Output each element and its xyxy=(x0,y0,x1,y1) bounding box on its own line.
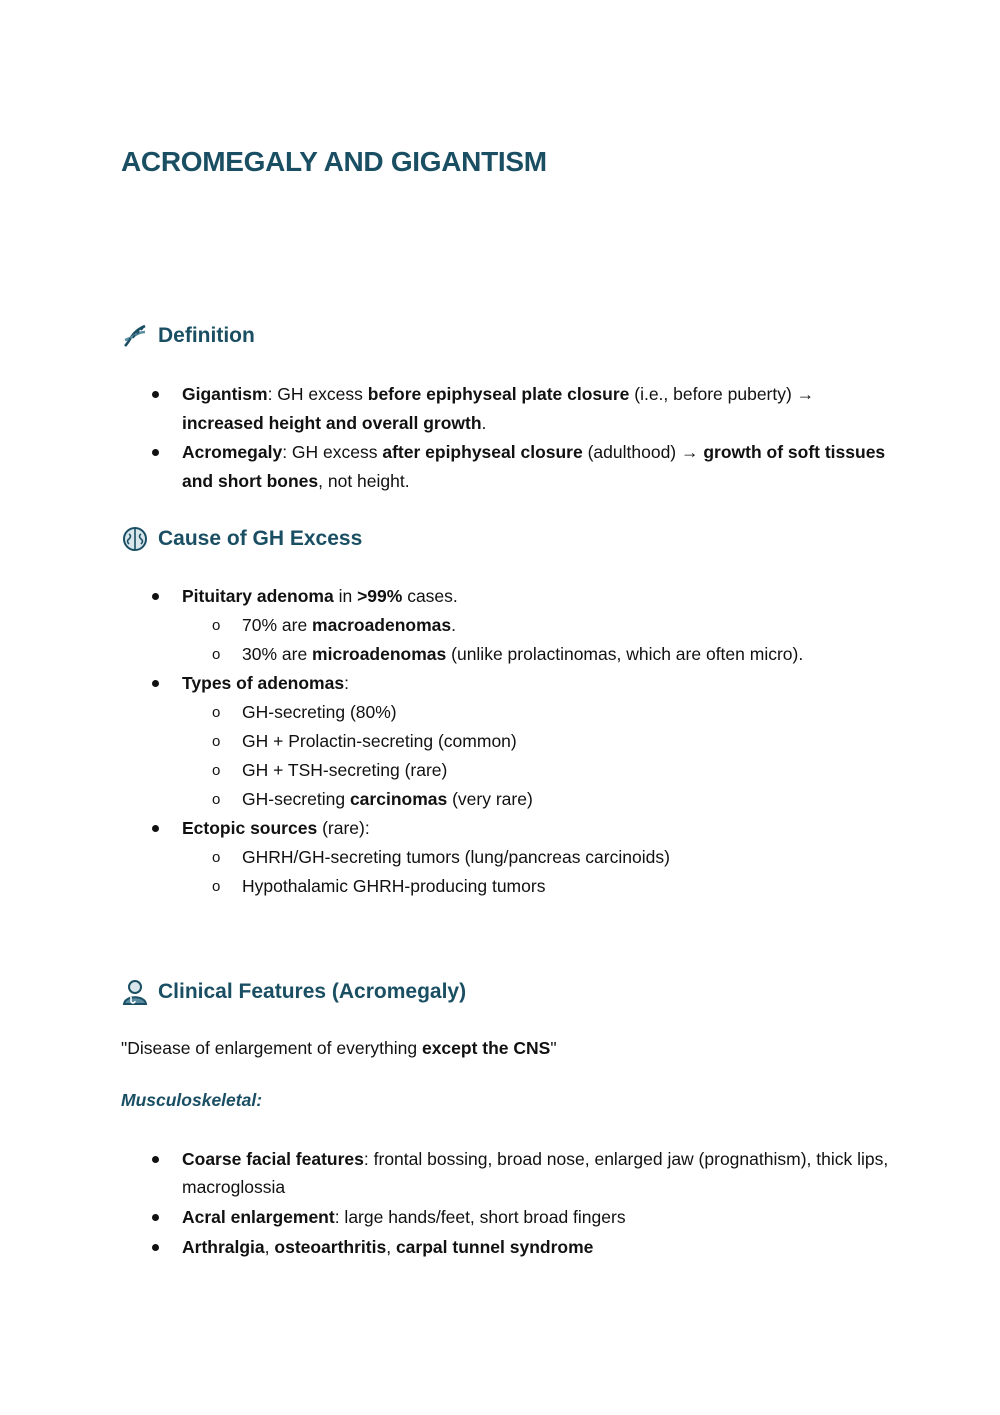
list-item: Types of adenomas: o GH-secreting (80%) o GH + Prolactin-secreting (common) o GH + TSH-secreting (rare) o GH-secreting carcinomas (very rare) xyxy=(121,669,891,814)
sub-list xyxy=(182,611,891,669)
cause-list xyxy=(121,582,891,901)
section-heading-cause xyxy=(121,525,362,553)
list-item: Gigantism: GH excess before epiphyseal plate closure (i.e., before puberty) → increased height and overall growth. xyxy=(121,380,891,438)
sub-list-item: o GHRH/GH-secreting tumors (lung/pancreas carcinoids) xyxy=(182,843,891,872)
list-item: Pituitary adenoma in >99% cases. o 70% are macroadenomas. o 30% are microadenomas (unlike prolactinomas, which are often micro). xyxy=(121,582,891,669)
clinical-list xyxy=(121,1145,891,1261)
definition-list xyxy=(121,380,891,496)
page-title: ACROMEGALY AND GIGANTISM xyxy=(121,146,547,177)
sub-list-item: o GH + Prolactin-secreting (common) xyxy=(182,727,891,756)
sub-list-item: o Hypothalamic GHRH-producing tumors xyxy=(182,872,891,901)
section-heading-label: Cause of GH Excess xyxy=(158,527,363,550)
sub-list-item: o GH-secreting carcinomas (very rare) xyxy=(182,785,891,814)
list-item: Acral enlargement: large hands/feet, short broad fingers xyxy=(121,1203,891,1233)
list-item: Arthralgia, osteoarthritis, carpal tunnel syndrome xyxy=(121,1233,891,1261)
sub-list xyxy=(182,698,891,814)
sub-list-item: o GH + TSH-secreting (rare) xyxy=(182,756,891,785)
section-heading-clinical xyxy=(121,978,466,1006)
sub-list xyxy=(182,843,891,901)
musculoskeletal-subheading: Musculoskeletal: xyxy=(121,1090,263,1110)
sub-list-item: o 30% are microadenomas (unlike prolactinomas, which are often micro). xyxy=(182,640,891,669)
clinical-quote: "Disease of enlargement of everything except the CNS" xyxy=(121,1038,557,1058)
sub-list-item: o 70% are macroadenomas. xyxy=(182,611,891,640)
list-item: Coarse facial features: frontal bossing, broad nose, enlarged jaw (prognathism), thick lips, macroglossia xyxy=(121,1145,891,1203)
sub-list-item: o GH-secreting (80%) xyxy=(182,698,891,727)
list-item: Ectopic sources (rare): o GHRH/GH-secreting tumors (lung/pancreas carcinoids) o Hypothalamic GHRH-producing tumors xyxy=(121,814,891,901)
list-item: Acromegaly: GH excess after epiphyseal closure (adulthood) → growth of soft tissues and short bones, not height. xyxy=(121,438,891,496)
section-heading-label: Clinical Features (Acromegaly) xyxy=(158,980,467,1003)
section-heading-label: Definition xyxy=(158,324,255,347)
doctor-icon xyxy=(121,978,149,1006)
section-heading-definition xyxy=(121,322,255,350)
brain-icon xyxy=(121,525,149,553)
dna-icon xyxy=(121,322,149,350)
